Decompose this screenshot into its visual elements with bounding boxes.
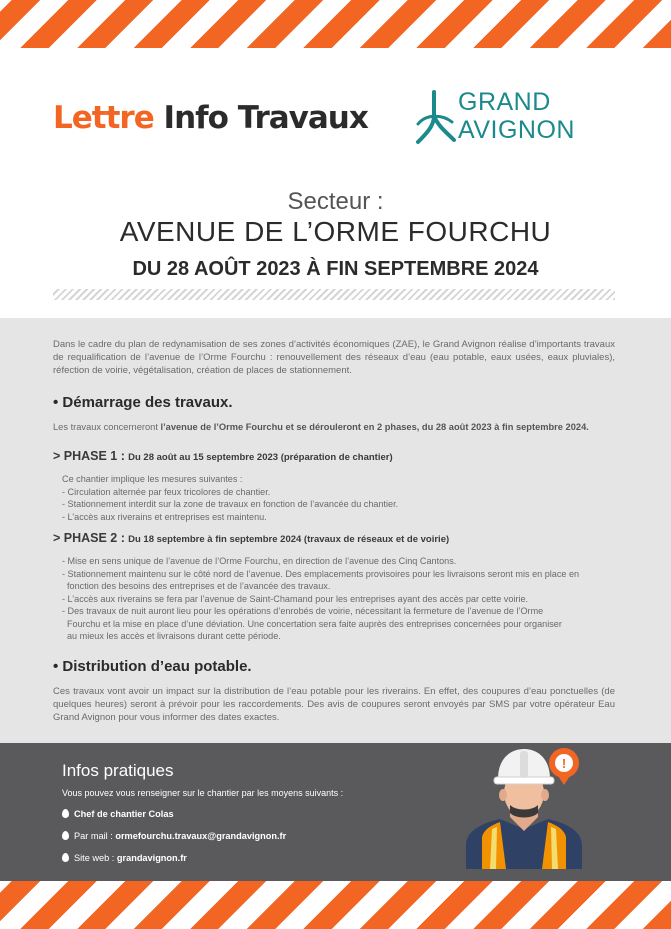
alert-icon: ! (561, 756, 567, 771)
phase2-line: - Mise en sens unique de l’avenue de l’Orme Fourchu, en direction de l’avenue des Cinq Cantons. (62, 556, 457, 566)
title-part-lettre: Lettre (53, 100, 154, 136)
hatch-divider (53, 289, 615, 300)
phase1-desc: Du 28 août au 15 septembre 2023 (préparation de chantier) (128, 452, 393, 463)
chef-label: Chef de chantier Colas (74, 809, 174, 819)
title-part-info-travaux: Info Travaux (163, 100, 368, 136)
web-link[interactable]: grandavignon.fr (116, 853, 187, 863)
phase1-line: - L’accès aux riverains et entreprises est maintenu. (62, 511, 267, 522)
mail-label: Par mail : (74, 831, 116, 841)
mail-link[interactable]: ormefourchu.travaux@grandavignon.fr (115, 831, 287, 841)
phase2-line: - Stationnement maintenu sur le côté nord de l’avenue. Des emplacements provisoires pour les livraisons seront mis en place en (62, 568, 580, 579)
bottom-warning-stripes (0, 881, 671, 929)
sector-label: Secteur : (287, 188, 384, 215)
page-title (53, 100, 368, 136)
content-panel (0, 318, 671, 743)
top-warning-stripes (0, 0, 671, 48)
heading-eau: • Distribution d’eau potable. (53, 658, 252, 675)
phase1-line: - Circulation alternée par feux tricolores de chantier. (62, 486, 271, 497)
heading-demarrage: • Démarrage des travaux. (53, 394, 233, 411)
web-label: Site web : (74, 853, 117, 863)
phase2-line: fonction des besoins des entreprises et de l’avancée des travaux. (67, 581, 331, 591)
infos-text: Vous pouvez vous renseigner sur le chantier par les moyens suivants : (62, 788, 344, 798)
grand-avignon-arch-icon (416, 86, 460, 148)
header (0, 48, 671, 318)
contact-chef (62, 809, 174, 819)
phase2-line: - L’accès aux riverains se fera par l’avenue de Saint-Chamand pour les entreprises ayant des accès par cette voirie. (62, 593, 529, 604)
phase1-line: - Stationnement interdit sur la zone de travaux en fonction de l’avancée du chantier. (62, 499, 399, 509)
water-drop-icon (62, 831, 69, 840)
water-drop-icon (62, 809, 69, 818)
worker-illustration (462, 745, 587, 869)
street-name: AVENUE DE L’ORME FOURCHU (119, 216, 552, 247)
phase1-list (62, 473, 622, 523)
phase1-heading (53, 449, 393, 463)
phase2-desc: Du 18 septembre à fin septembre 2024 (travaux de réseaux et de voirie) (128, 534, 450, 545)
phase2-heading (53, 531, 449, 545)
demarrage-text-plain: Les travaux concerneront (53, 422, 161, 432)
water-drop-icon (62, 853, 69, 862)
infos-title: Infos pratiques (62, 761, 174, 780)
works-dates: DU 28 AOÛT 2023 À FIN SEPTEMBRE 2024 (132, 258, 539, 280)
phase1-name: > PHASE 1 : (53, 449, 125, 463)
phase1-line: Ce chantier implique les mesures suivantes : (62, 474, 243, 484)
intro-paragraph: Dans le cadre du plan de redynamisation de ses zones d’activités économiques (ZAE), le Grand Avignon réalise d’importants travaux de requalification de l’avenue de l’Orme Fourchu : renouvellement des réseaux d’eau (eau potable, eaux usées, eaux pluviales), réfection de voirie, végétalisation, création de places de stationnement. (53, 339, 615, 376)
infos-pratiques-panel (0, 743, 671, 881)
contact-web (62, 853, 187, 863)
phase2-line: au mieux les accès et livraisons durant cette période. (67, 631, 281, 641)
phase2-name: > PHASE 2 : (53, 531, 125, 545)
contact-mail (62, 831, 286, 841)
phase2-list (62, 555, 622, 643)
grand-avignon-logo (416, 86, 616, 148)
phase2-line: - Des travaux de nuit auront lieu pour les opérations d’enrobés de voirie, nécessitant la fermeture de l’avenue de l’Orme (62, 606, 544, 616)
eau-paragraph: Ces travaux vont avoir un impact sur la distribution de l’eau potable pour les riverains. En effet, des coupures d’eau ponctuelles (de quelques heures) seront à prévoir pour les raccordements. Des avis de coupures seront envoyés par SMS par votre opérateur Eau Grand Avignon pour vous informer des dates exactes. (53, 686, 615, 723)
demarrage-text-bold: l’avenue de l’Orme Fourchu et se dérouleront en 2 phases, du 28 août 2023 à fin septembre 2024. (160, 422, 589, 432)
phase2-line: Fourchu et la mise en place d’une déviation. Une concertation sera faite auprès des entreprises concernées pour organiser (67, 618, 562, 629)
logo-text-grand: GRAND (458, 88, 551, 116)
demarrage-text (53, 422, 615, 432)
logo-text-avignon: AVIGNON (458, 116, 575, 144)
